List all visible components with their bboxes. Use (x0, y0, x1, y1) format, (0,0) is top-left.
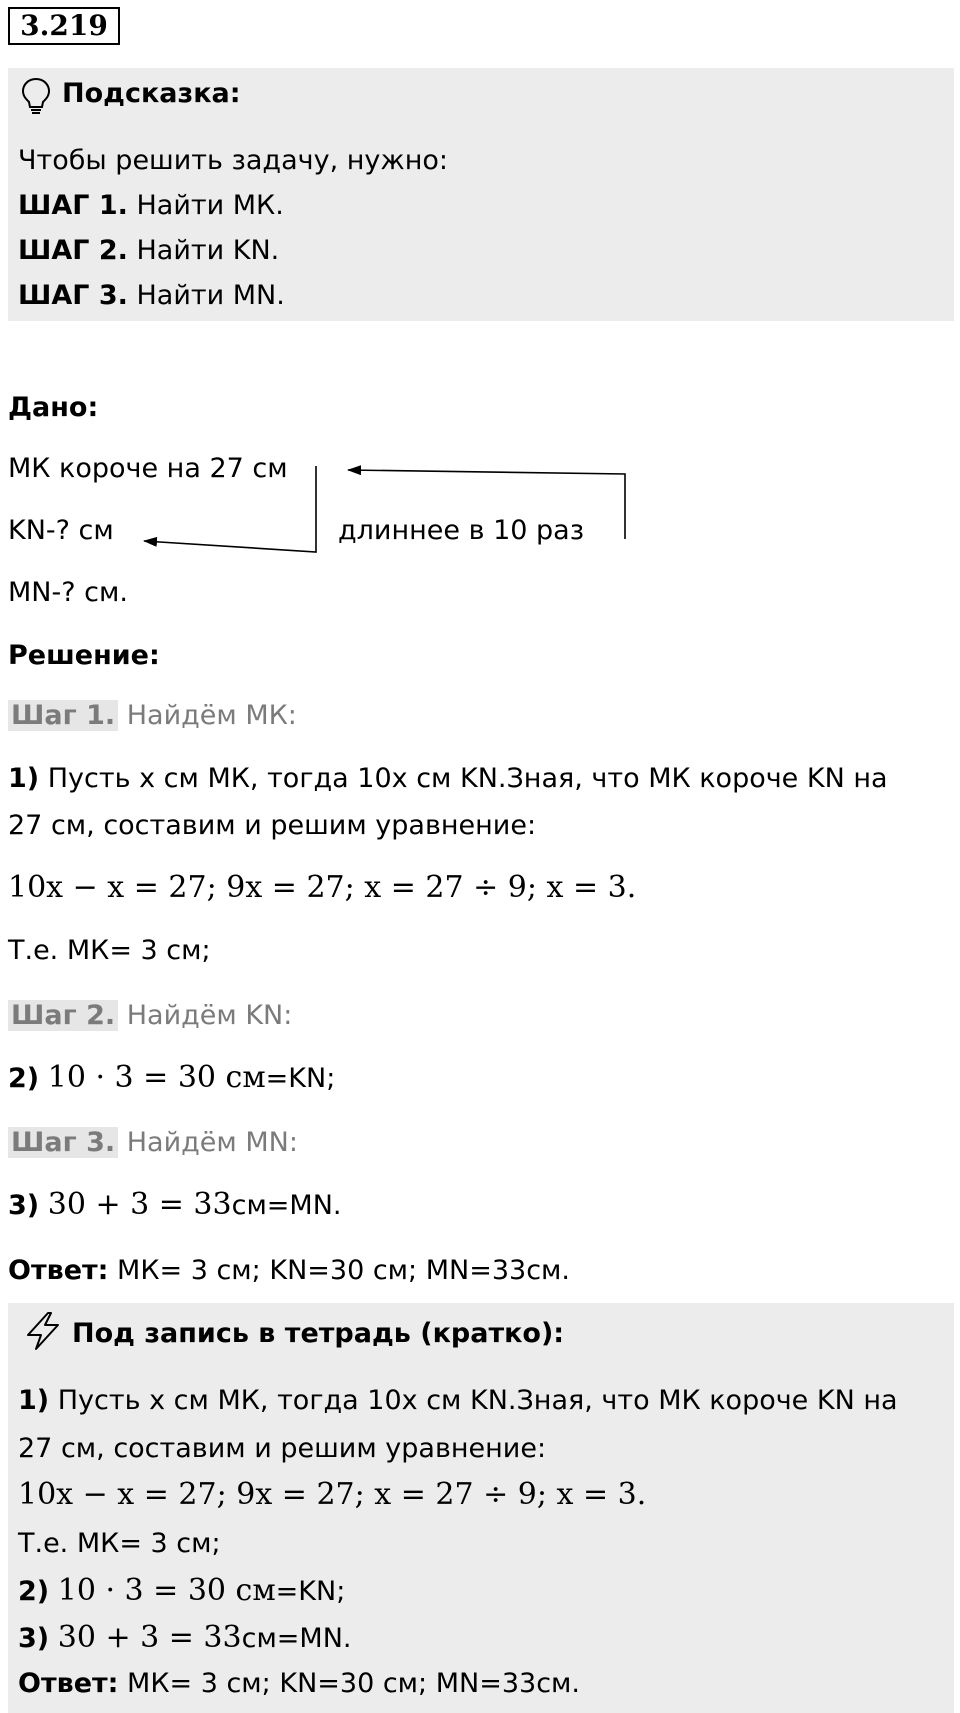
solution-step-1 (8, 700, 297, 731)
notes-equation: 10x − x = 27; 9x = 27; x = 27 ÷ 9; x = 3. (18, 1477, 647, 1512)
notes-p3-math: 30 + 3 = 33 (57, 1620, 242, 1655)
solution-step-3 (8, 1127, 298, 1158)
notes-p1-number: 1) (18, 1385, 50, 1416)
solution-p2 (8, 1060, 335, 1095)
notes-p1-line1 (18, 1385, 898, 1416)
given-line-mn: MN-? см. (8, 577, 128, 608)
notes-p2-tail: =KN; (275, 1576, 346, 1607)
step-1-text: Найдём МК: (126, 700, 297, 731)
step-3-text: Найдём MN: (126, 1127, 298, 1158)
hint-step-1-text: Найти МК. (136, 190, 284, 221)
given-relation: длиннее в 10 раз (338, 515, 585, 546)
solution-equation: 10x − x = 27; 9x = 27; x = 27 ÷ 9; x = 3. (8, 870, 637, 905)
solution-result-mk: Т.е. МК= 3 см; (8, 935, 211, 966)
hint-step-1-label: ШАГ 1. (18, 190, 128, 221)
solution-step-2 (8, 1000, 292, 1031)
step-2-text: Найдём KN: (126, 1000, 293, 1031)
p3-number: 3) (8, 1190, 40, 1221)
solution-p1-line2: 27 см, составим и решим уравнение: (8, 810, 537, 841)
hint-step-2-label: ШАГ 2. (18, 235, 128, 266)
task-number: 3.219 (8, 7, 120, 45)
hint-title: Подсказка: (62, 78, 241, 109)
hint-step-3-label: ШАГ 3. (18, 280, 128, 311)
notes-p3 (18, 1620, 352, 1655)
solution-title: Решение: (8, 640, 160, 671)
answer-label: Ответ: (8, 1255, 109, 1286)
notes-p2-math: 10 · 3 = 30 см (57, 1573, 276, 1608)
notes-p1-line2: 27 см, составим и решим уравнение: (18, 1433, 547, 1464)
lightning-icon (22, 1311, 64, 1351)
p2-number: 2) (8, 1063, 40, 1094)
notes-answer (18, 1668, 580, 1699)
notes-p3-number: 3) (18, 1623, 50, 1654)
p2-tail: =KN; (265, 1063, 336, 1094)
given-arrows (0, 0, 960, 600)
p1-line1-text: Пусть x см МК, тогда 10x см KN.Зная, что МК короче KN на (47, 763, 888, 794)
step-2-label: Шаг 2. (8, 1000, 118, 1031)
hint-step-2-text: Найти KN. (136, 235, 280, 266)
notes-answer-text: МК= 3 см; KN=30 см; MN=33см. (118, 1668, 580, 1699)
p2-math: 10 · 3 = 30 см (47, 1060, 266, 1095)
p3-math: 30 + 3 = 33 (47, 1187, 232, 1222)
hint-step-3-text: Найти MN. (136, 280, 285, 311)
notes-p3-tail: см=MN. (241, 1623, 352, 1654)
p3-tail: см=MN. (231, 1190, 342, 1221)
given-line-mk: МК короче на 27 см (8, 453, 288, 484)
solution-p3 (8, 1187, 342, 1222)
notes-answer-label: Ответ: (18, 1668, 119, 1699)
notes-title: Под запись в тетрадь (кратко): (72, 1318, 565, 1349)
notes-p1-line1-text: Пусть x см МК, тогда 10x см KN.Зная, что МК короче KN на (57, 1385, 898, 1416)
p1-number: 1) (8, 763, 40, 794)
solution-answer (8, 1255, 570, 1286)
answer-text: МК= 3 см; KN=30 см; MN=33см. (108, 1255, 570, 1286)
given-title: Дано: (8, 392, 99, 423)
notes-p2 (18, 1573, 345, 1608)
step-1-label: Шаг 1. (8, 700, 118, 731)
given-line-kn: KN-? см (8, 515, 114, 546)
step-3-label: Шаг 3. (8, 1127, 118, 1158)
hint-intro: Чтобы решить задачу, нужно: (18, 145, 448, 176)
notes-result-mk: Т.е. МК= 3 см; (18, 1528, 221, 1559)
notes-p2-number: 2) (18, 1576, 50, 1607)
solution-p1-line1 (8, 763, 888, 794)
